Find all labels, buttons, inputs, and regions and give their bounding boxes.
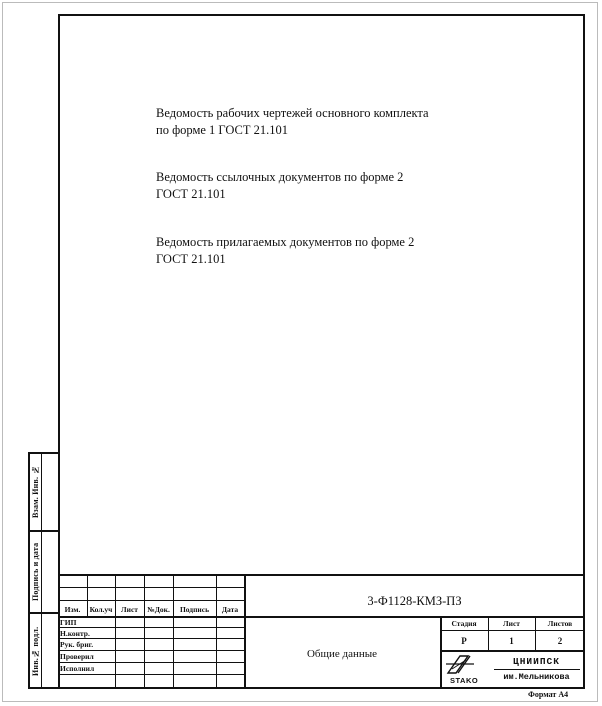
logo-text: STAKO	[450, 676, 479, 685]
document-code: 3-Ф1128-КМЗ-ПЗ	[367, 593, 462, 608]
text-line: ГОСТ 21.101	[156, 252, 226, 266]
replacement-inventory-label: Взам. Инв. №	[31, 465, 40, 519]
original-inventory-label: Инв.№ подл.	[31, 626, 40, 677]
document-list-item	[156, 234, 414, 268]
sheet-number: 1	[509, 635, 514, 646]
text-line: ГОСТ 21.101	[156, 187, 226, 201]
text-line: Ведомость ссылочных документов по форме 2	[156, 170, 404, 184]
header-sheet: Лист	[121, 604, 138, 614]
header-change: Изм.	[64, 604, 81, 614]
header-count: Кол.уч	[89, 604, 113, 614]
header-signature: Подпись	[179, 604, 210, 614]
role-team-lead: Рук. бриг.	[60, 640, 94, 649]
stako-logo-icon	[444, 653, 484, 677]
header-date: Дата	[221, 604, 239, 614]
sheet-title: Общие данные	[306, 647, 378, 660]
stage-header: Стадия	[451, 619, 477, 628]
title-block	[58, 574, 585, 689]
organization-name: ЦНИИПСК	[513, 655, 560, 667]
binding-strip	[28, 452, 58, 689]
role-chief-engineer: ГИП	[60, 617, 77, 627]
role-checked: Проверил	[60, 652, 94, 661]
document-list-item	[156, 105, 429, 139]
strip-divider	[41, 454, 42, 687]
text-line: Ведомость прилагаемых документов по форме 2	[156, 235, 415, 249]
sheet-header: Лист	[503, 619, 520, 628]
header-doc-number: №Док.	[147, 604, 170, 614]
sheet-count: 2	[557, 635, 563, 646]
role-norm-control: Н.контр.	[60, 628, 90, 638]
format-label: Формат А4	[528, 690, 569, 699]
sheets-header: Листов	[547, 619, 573, 628]
organization-subtitle: им.Мельникова	[503, 672, 570, 682]
text-line: Ведомость рабочих чертежей основного комплекта	[156, 106, 429, 120]
document-list-item	[156, 169, 403, 203]
signature-date-label: Подпись и дата	[31, 542, 40, 602]
stako-logo	[444, 653, 484, 687]
role-executed: Исполнил	[60, 664, 95, 673]
text-line: по форме 1 ГОСТ 21.101	[156, 123, 289, 137]
stage-value: Р	[461, 635, 467, 646]
